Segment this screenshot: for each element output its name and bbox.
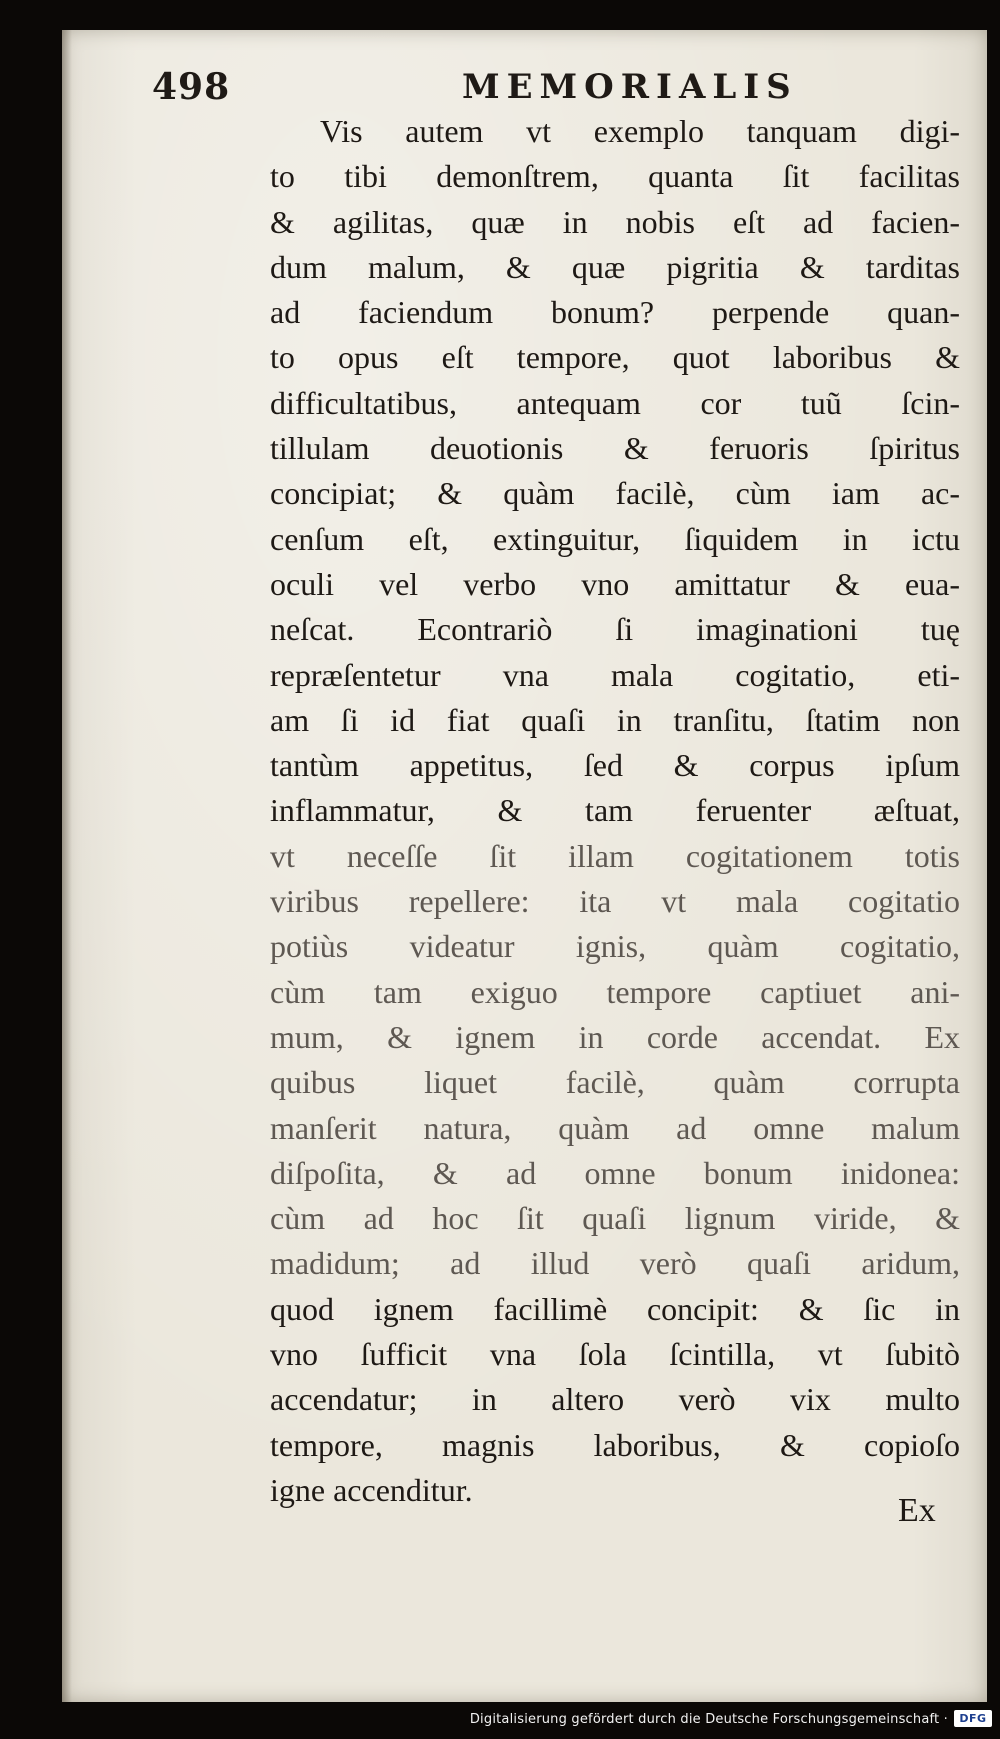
dfg-logo-text: DFG (959, 1712, 987, 1725)
dfg-logo (954, 1710, 992, 1727)
text-line: quod ignem facillimè concipit: & ſic in (270, 1290, 960, 1327)
text-line: & agilitas, quæ in nobis eſt ad facien- (270, 203, 960, 240)
text-line: inflammatur, & tam feruenter æſtuat, (270, 792, 960, 829)
text-line: tempore, magnis laboribus, & copioſo (270, 1426, 960, 1463)
text-line: diſpoſita, & ad omne bonum inidonea: (270, 1154, 960, 1191)
body-text (270, 109, 960, 1513)
gutter-shadow (62, 30, 72, 1702)
text-line: ad faciendum bonum? perpende quan- (270, 294, 960, 331)
text-line: to tibi demonſtrem, quanta ſit facilitas (270, 158, 960, 195)
text-line: difficultatibus, antequam cor tuũ ſcin- (270, 384, 960, 421)
running-head: MEMORIALIS (462, 67, 798, 107)
text-line: potiùs videatur ignis, quàm cogitatio, (270, 928, 960, 965)
text-line: mum, & ignem in corde accendat. Ex (270, 1018, 960, 1055)
text-line: oculi vel verbo vno amittatur & eua- (270, 565, 960, 602)
text-line: vt neceſſe ſit illam cogitationem totis (270, 837, 960, 874)
text-line: concipiat; & quàm facilè, cùm iam ac- (270, 475, 960, 512)
text-line: igne accenditur. (270, 1471, 473, 1508)
text-line: accendatur; in altero verò vix multo (270, 1381, 960, 1418)
text-line: am ſi id fiat quaſi in tranſitu, ſtatim non (270, 701, 960, 738)
text-line: neſcat. Econtrariò ſi imaginationi tuę (270, 611, 960, 648)
text-line: dum malum, & quæ pigritia & tarditas (270, 248, 960, 285)
text-line: cùm tam exiguo tempore captiuet ani- (270, 973, 960, 1010)
text-line: quibus liquet facilè, quàm corrupta (270, 1064, 960, 1101)
text-line: Vis autem vt exemplo tanquam digi- (320, 113, 960, 149)
text-line: viribus repellere: ita vt mala cogitatio (270, 883, 960, 920)
funding-credit: Digitalisierung gefördert durch die Deutsche Forschungsgemeinschaft · (469, 1712, 948, 1727)
text-line: vno ſufficit vna ſola ſcintilla, vt ſubitò (270, 1336, 960, 1373)
catchword: Ex (898, 1492, 936, 1529)
text-line: to opus eſt tempore, quot laboribus & (270, 339, 960, 376)
text-line: repræſentetur vna mala cogitatio, eti- (270, 656, 960, 693)
text-line: manſerit natura, quàm ad omne malum (270, 1109, 960, 1146)
text-line: cùm ad hoc ſit quaſi lignum viride, & (270, 1200, 960, 1237)
text-line: tillulam deuotionis & feruoris ſpiritus (270, 430, 960, 467)
text-line: madidum; ad illud verò quaſi aridum, (270, 1245, 960, 1282)
page-number: 498 (152, 66, 231, 108)
text-line: cenſum eſt, extinguitur, ſiquidem in ictu (270, 520, 960, 557)
text-line: tantùm appetitus, ſed & corpus ipſum (270, 747, 960, 784)
